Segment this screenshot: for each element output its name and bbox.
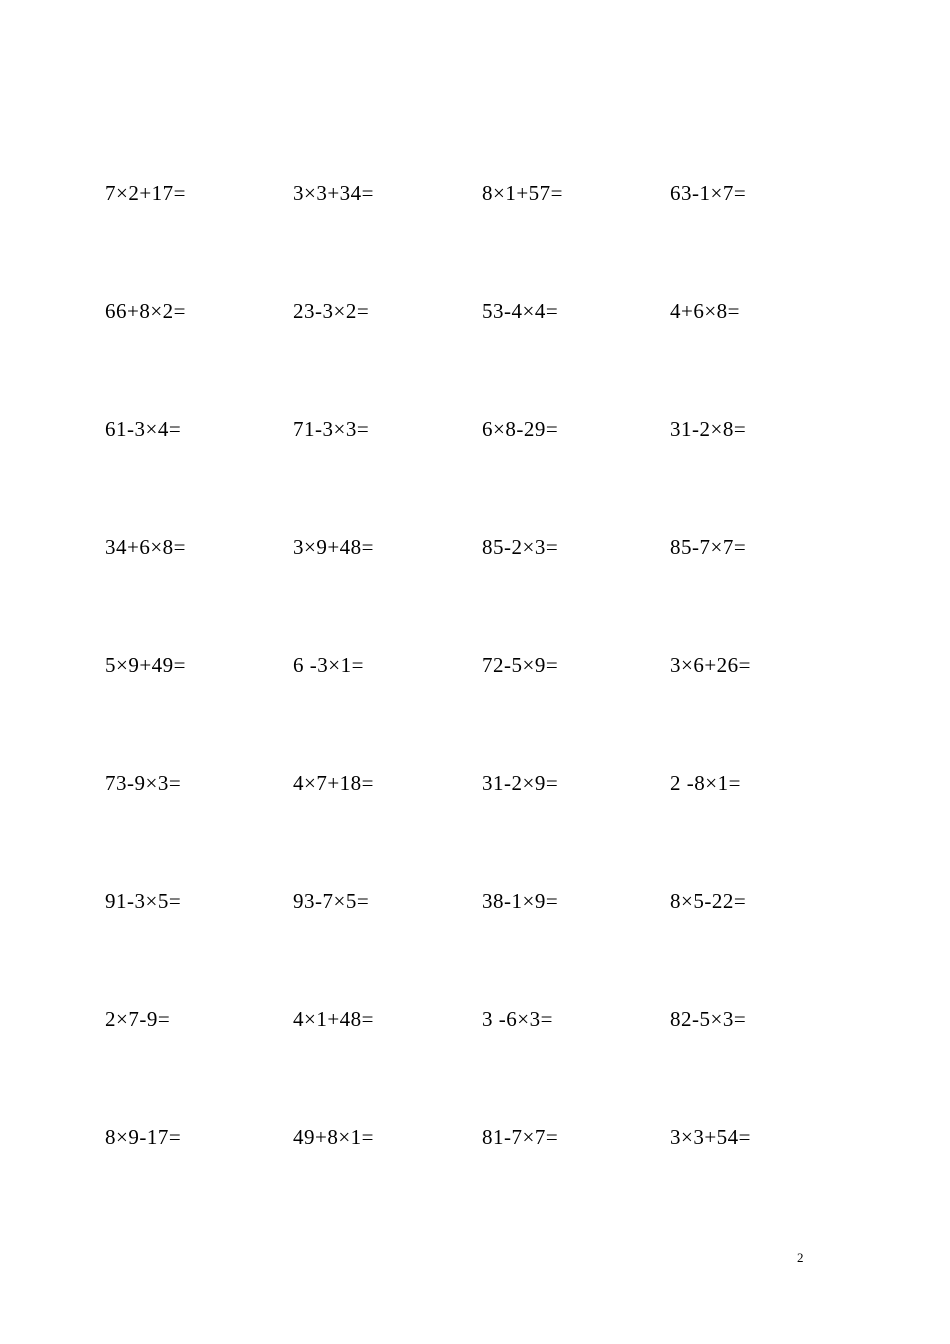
problem: 85-2×3= [482,535,559,559]
problem-row [105,1122,865,1152]
problem-row [105,1004,865,1034]
problem-row [105,532,865,562]
problem-row [105,178,865,208]
problem: 2 -8×1= [670,771,741,795]
problem: 4×7+18= [293,771,375,795]
problem: 3×9+48= [293,535,375,559]
problem: 3×6+26= [670,653,752,677]
problem-row [105,414,865,444]
problem: 34+6×8= [105,535,187,559]
problem: 2×7-9= [105,1007,171,1031]
problem-row [105,650,865,680]
problem: 81-7×7= [482,1125,559,1149]
problem: 5×9+49= [105,653,187,677]
problem: 63-1×7= [670,181,747,205]
problem: 3 -6×3= [482,1007,553,1031]
problem: 8×5-22= [670,889,747,913]
problem: 71-3×3= [293,417,370,441]
problem: 8×1+57= [482,181,564,205]
problem: 4+6×8= [670,299,741,323]
problem: 73-9×3= [105,771,182,795]
problem-row [105,886,865,916]
problem: 31-2×9= [482,771,559,795]
problem: 6×8-29= [482,417,559,441]
problem: 61-3×4= [105,417,182,441]
problem: 6 -3×1= [293,653,364,677]
problem: 31-2×8= [670,417,747,441]
problem: 53-4×4= [482,299,559,323]
problem-row [105,296,865,326]
problem: 4×1+48= [293,1007,375,1031]
problem: 91-3×5= [105,889,182,913]
problem-row [105,768,865,798]
problem: 85-7×7= [670,535,747,559]
problem: 38-1×9= [482,889,559,913]
problem: 93-7×5= [293,889,370,913]
problem: 23-3×2= [293,299,370,323]
problem: 8×9-17= [105,1125,182,1149]
problem: 82-5×3= [670,1007,747,1031]
problem: 49+8×1= [293,1125,375,1149]
page-number: 2 [797,1250,804,1265]
problem: 66+8×2= [105,299,187,323]
problem: 3×3+34= [293,181,375,205]
problem: 3×3+54= [670,1125,752,1149]
problem: 72-5×9= [482,653,559,677]
problem: 7×2+17= [105,181,187,205]
